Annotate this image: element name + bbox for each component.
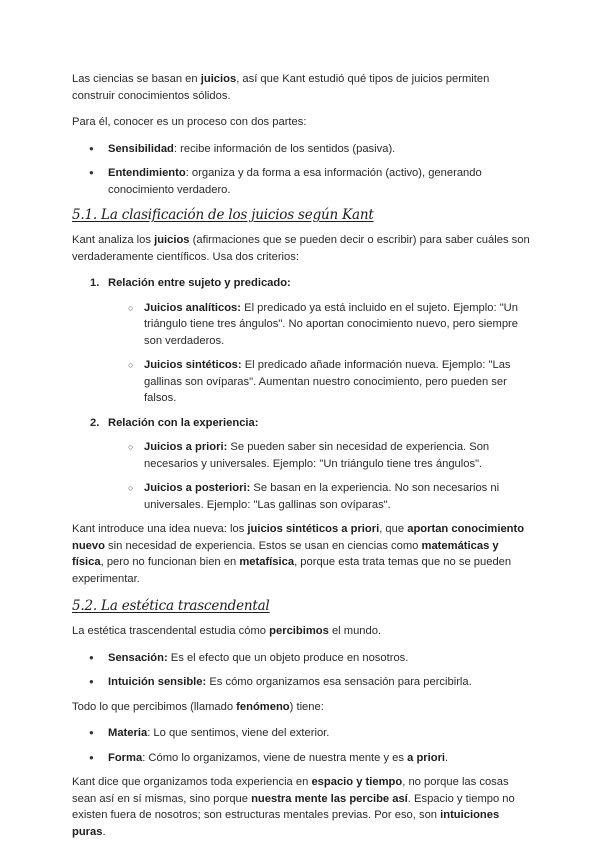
criterion-label: Relación con la experiencia:	[108, 416, 259, 429]
text: : Lo que sentimos, viene del exterior.	[147, 727, 330, 739]
text: , así que Kant estudió qué tipos de juicios permiten construir conocimientos sólidos.	[72, 73, 490, 102]
text: Se pueden saber sin necesidad de experiencia. Son necesarios y universales. Ejemplo: "Un triángulo tiene tres ángulos".	[144, 441, 490, 470]
sublist	[108, 439, 532, 513]
text: (afirmaciones que se pueden decir o escribir) para saber cuáles son verdaderamente científicos. Usa dos criterios:	[72, 234, 530, 263]
text: , no porque las cosas sean así en sí mismas, sino porque	[72, 776, 509, 805]
text: Las ciencias se basan en	[72, 73, 201, 85]
list-number: 2.	[90, 416, 100, 429]
bold-term: espacio y tiempo	[311, 776, 403, 788]
bold-term: fenómeno	[236, 700, 290, 713]
bold-term: nuestra mente las percibe así	[251, 792, 408, 805]
list-number: 1.	[90, 277, 100, 289]
section-title-5-2: 5.2. La estética trascendental	[72, 598, 270, 614]
bold-term: aportan conocimiento nuevo	[72, 523, 525, 552]
criterion-label: Relación entre sujeto y predicado:	[108, 277, 291, 289]
bold-term: Entendimiento	[108, 167, 186, 179]
text: Kant introduce una idea nueva: los	[72, 523, 248, 535]
intro-paragraph	[72, 71, 532, 104]
document-page	[72, 71, 532, 850]
text: : organiza y da forma a esa información (activo), generando conocimiento verdadero.	[108, 167, 482, 196]
bold-term: Juicios a priori:	[144, 441, 228, 453]
text: Es cómo organizamos esa sensación para percibirla.	[206, 676, 472, 688]
bold-term: juicios	[154, 234, 190, 246]
sublist	[108, 300, 532, 407]
section2-paragraph	[72, 623, 532, 640]
bold-term: Sensación:	[108, 651, 168, 664]
text: el mundo.	[328, 625, 382, 637]
bold-term: Forma	[108, 751, 143, 764]
list-item	[72, 725, 532, 742]
bold-term: a priori	[407, 751, 446, 764]
bold-term: Sensibilidad	[108, 142, 174, 155]
bold-term: percibimos	[269, 625, 329, 637]
intro-paragraph-2: Para él, conocer es un proceso con dos partes:	[72, 116, 307, 128]
text: El predicado añade información nueva. Ejemplo: "Las gallinas son ovíparas". Aumentan nuestro conocimiento, pero pueden ser falsos.	[144, 359, 511, 404]
section2-closing	[72, 774, 532, 840]
parts-list	[72, 141, 532, 199]
text: Kant analiza los	[72, 234, 155, 246]
bold-term: Materia	[108, 727, 148, 739]
section2-paragraph-2	[72, 699, 532, 716]
list-item	[108, 300, 532, 350]
text: , pero no funcionan bien en	[100, 556, 240, 568]
section1-paragraph	[72, 232, 532, 265]
list-item	[72, 650, 532, 667]
text: Es el efecto que un objeto produce en nosotros.	[167, 651, 409, 664]
criterion-item	[72, 275, 532, 407]
criteria-list	[72, 275, 532, 513]
text: Kant dice que organizamos toda experiencia en	[72, 776, 312, 788]
section1-closing	[72, 521, 532, 587]
list-item	[72, 750, 532, 767]
text: .	[445, 751, 449, 764]
bold-term: intuiciones puras	[72, 809, 500, 838]
text: .	[102, 825, 106, 838]
text: : Cómo lo organizamos, viene de nuestra mente y es	[142, 751, 408, 764]
phenomenon-list	[72, 725, 532, 766]
section-title-5-1: 5.1. La clasificación de los juicios según Kant	[72, 207, 374, 223]
list-item	[108, 480, 532, 513]
text: El predicado ya está incluido en el sujeto. Ejemplo: "Un triángulo tiene tres ángulos". No aportan conocimiento nuevo, pero siempre son verdaderos.	[144, 301, 519, 347]
bold-term: metafísica	[239, 556, 295, 568]
text: . Espacio y tiempo no existen fuera de nosotros; son estructuras mentales previas. Por eso, son	[72, 792, 515, 821]
list-item	[72, 141, 532, 158]
text: , que	[379, 523, 408, 535]
bold-term: Intuición sensible:	[108, 676, 207, 688]
text: Se basan en la experiencia. No son necesarios ni universales. Ejemplo: "Las gallinas son ovíparas".	[144, 482, 500, 511]
list-item	[72, 674, 532, 691]
list-item	[108, 439, 532, 472]
text: : recibe información de los sentidos (pasiva).	[173, 142, 396, 155]
list-item	[108, 357, 532, 407]
text: ) tiene:	[289, 700, 324, 713]
bold-term: juicios sintéticos a priori	[247, 523, 380, 535]
perception-list	[72, 650, 532, 691]
text: sin necesidad de experiencia. Estos se usan en ciencias como	[104, 539, 422, 552]
text: Todo lo que percibimos (llamado	[72, 700, 237, 713]
list-item	[72, 165, 532, 198]
bold-term: Juicios analíticos:	[144, 301, 241, 314]
bold-term: matemáticas y física	[72, 539, 499, 568]
bold-term: Juicios sintéticos:	[144, 359, 242, 371]
bold-term: Juicios a posteriori:	[144, 482, 251, 494]
text: , porque esta trata temas que no se pueden experimentar.	[72, 556, 512, 585]
text: La estética trascendental estudia cómo	[72, 625, 270, 637]
bold-term: juicios	[200, 73, 237, 85]
criterion-item	[72, 415, 532, 514]
